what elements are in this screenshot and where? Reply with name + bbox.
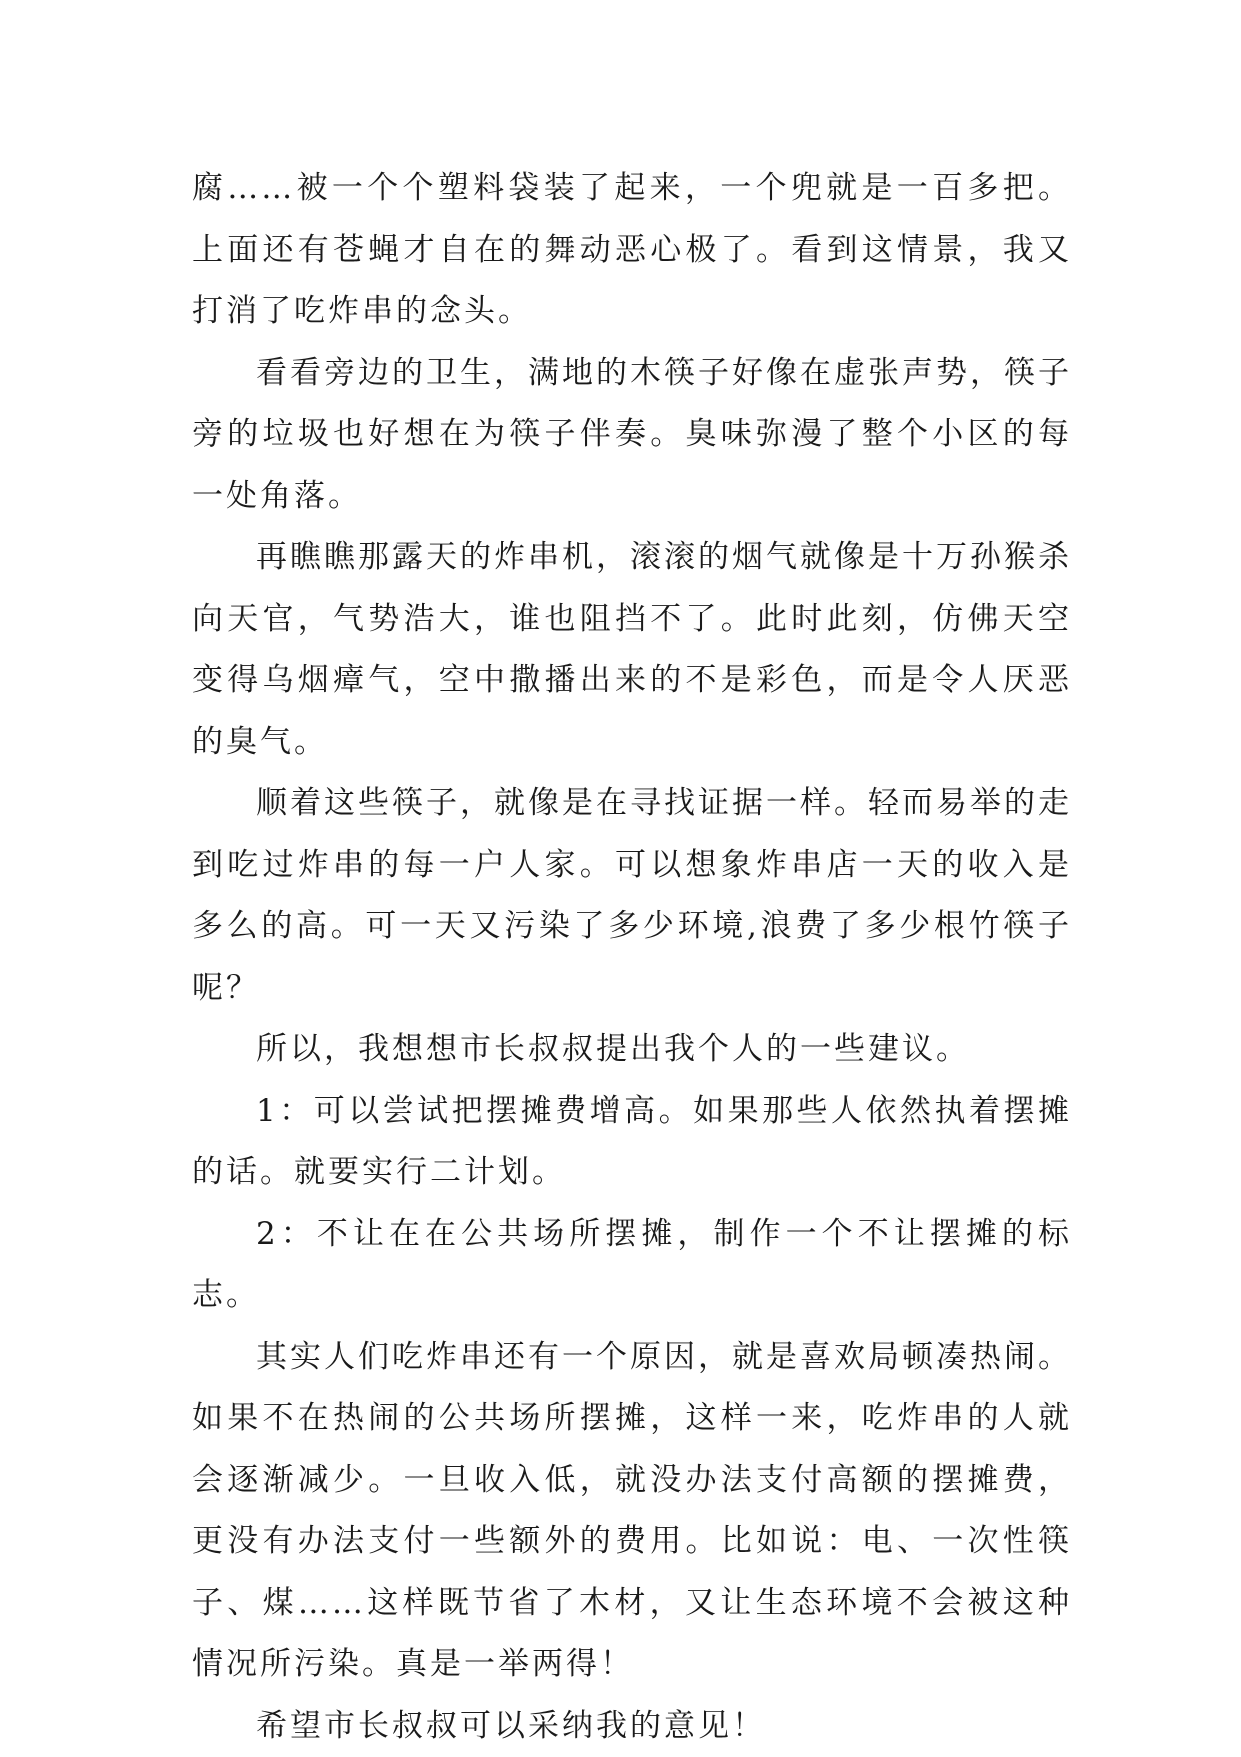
suggestion-2: 2：不让在在公共场所摆摊，制作一个不让摆摊的标志。 xyxy=(192,1204,1072,1327)
paragraph-2: 看看旁边的卫生，满地的木筷子好像在虚张声势，筷子旁的垃圾也好想在为筷子伴奏。臭味弥漫了整个小区的每一处角落。 xyxy=(192,343,1072,528)
paragraph-5: 所以，我想想市长叔叔提出我个人的一些建议。 xyxy=(192,1019,1072,1081)
paragraph-4: 顺着这些筷子，就像是在寻找证据一样。轻而易举的走到吃过炸串的每一户人家。可以想象炸串店一天的收入是多么的高。可一天又污染了多少环境,浪费了多少根竹筷子呢？ xyxy=(192,773,1072,1019)
closing-paragraph: 希望市长叔叔可以采纳我的意见！ xyxy=(192,1696,1072,1757)
document-body xyxy=(192,158,1072,1757)
paragraph-1: 腐……被一个个塑料袋装了起来，一个兜就是一百多把。上面还有苍蝇才自在的舞动恶心极了。看到这情景，我又打消了吃炸串的念头。 xyxy=(192,158,1072,343)
suggestion-1: 1：可以尝试把摆摊费增高。如果那些人依然执着摆摊的话。就要实行二计划。 xyxy=(192,1081,1072,1204)
paragraph-3: 再瞧瞧那露天的炸串机，滚滚的烟气就像是十万孙猴杀向天官，气势浩大，谁也阻挡不了。此时此刻，仿佛天空变得乌烟瘴气，空中撒播出来的不是彩色，而是令人厌恶的臭气。 xyxy=(192,527,1072,773)
paragraph-8: 其实人们吃炸串还有一个原因，就是喜欢局顿凑热闹。如果不在热闹的公共场所摆摊，这样一来，吃炸串的人就会逐渐减少。一旦收入低，就没办法支付高额的摆摊费，更没有办法支付一些额外的费用。比如说：电、一次性筷子、煤……这样既节省了木材，又让生态环境不会被这种情况所污染。真是一举两得！ xyxy=(192,1327,1072,1696)
